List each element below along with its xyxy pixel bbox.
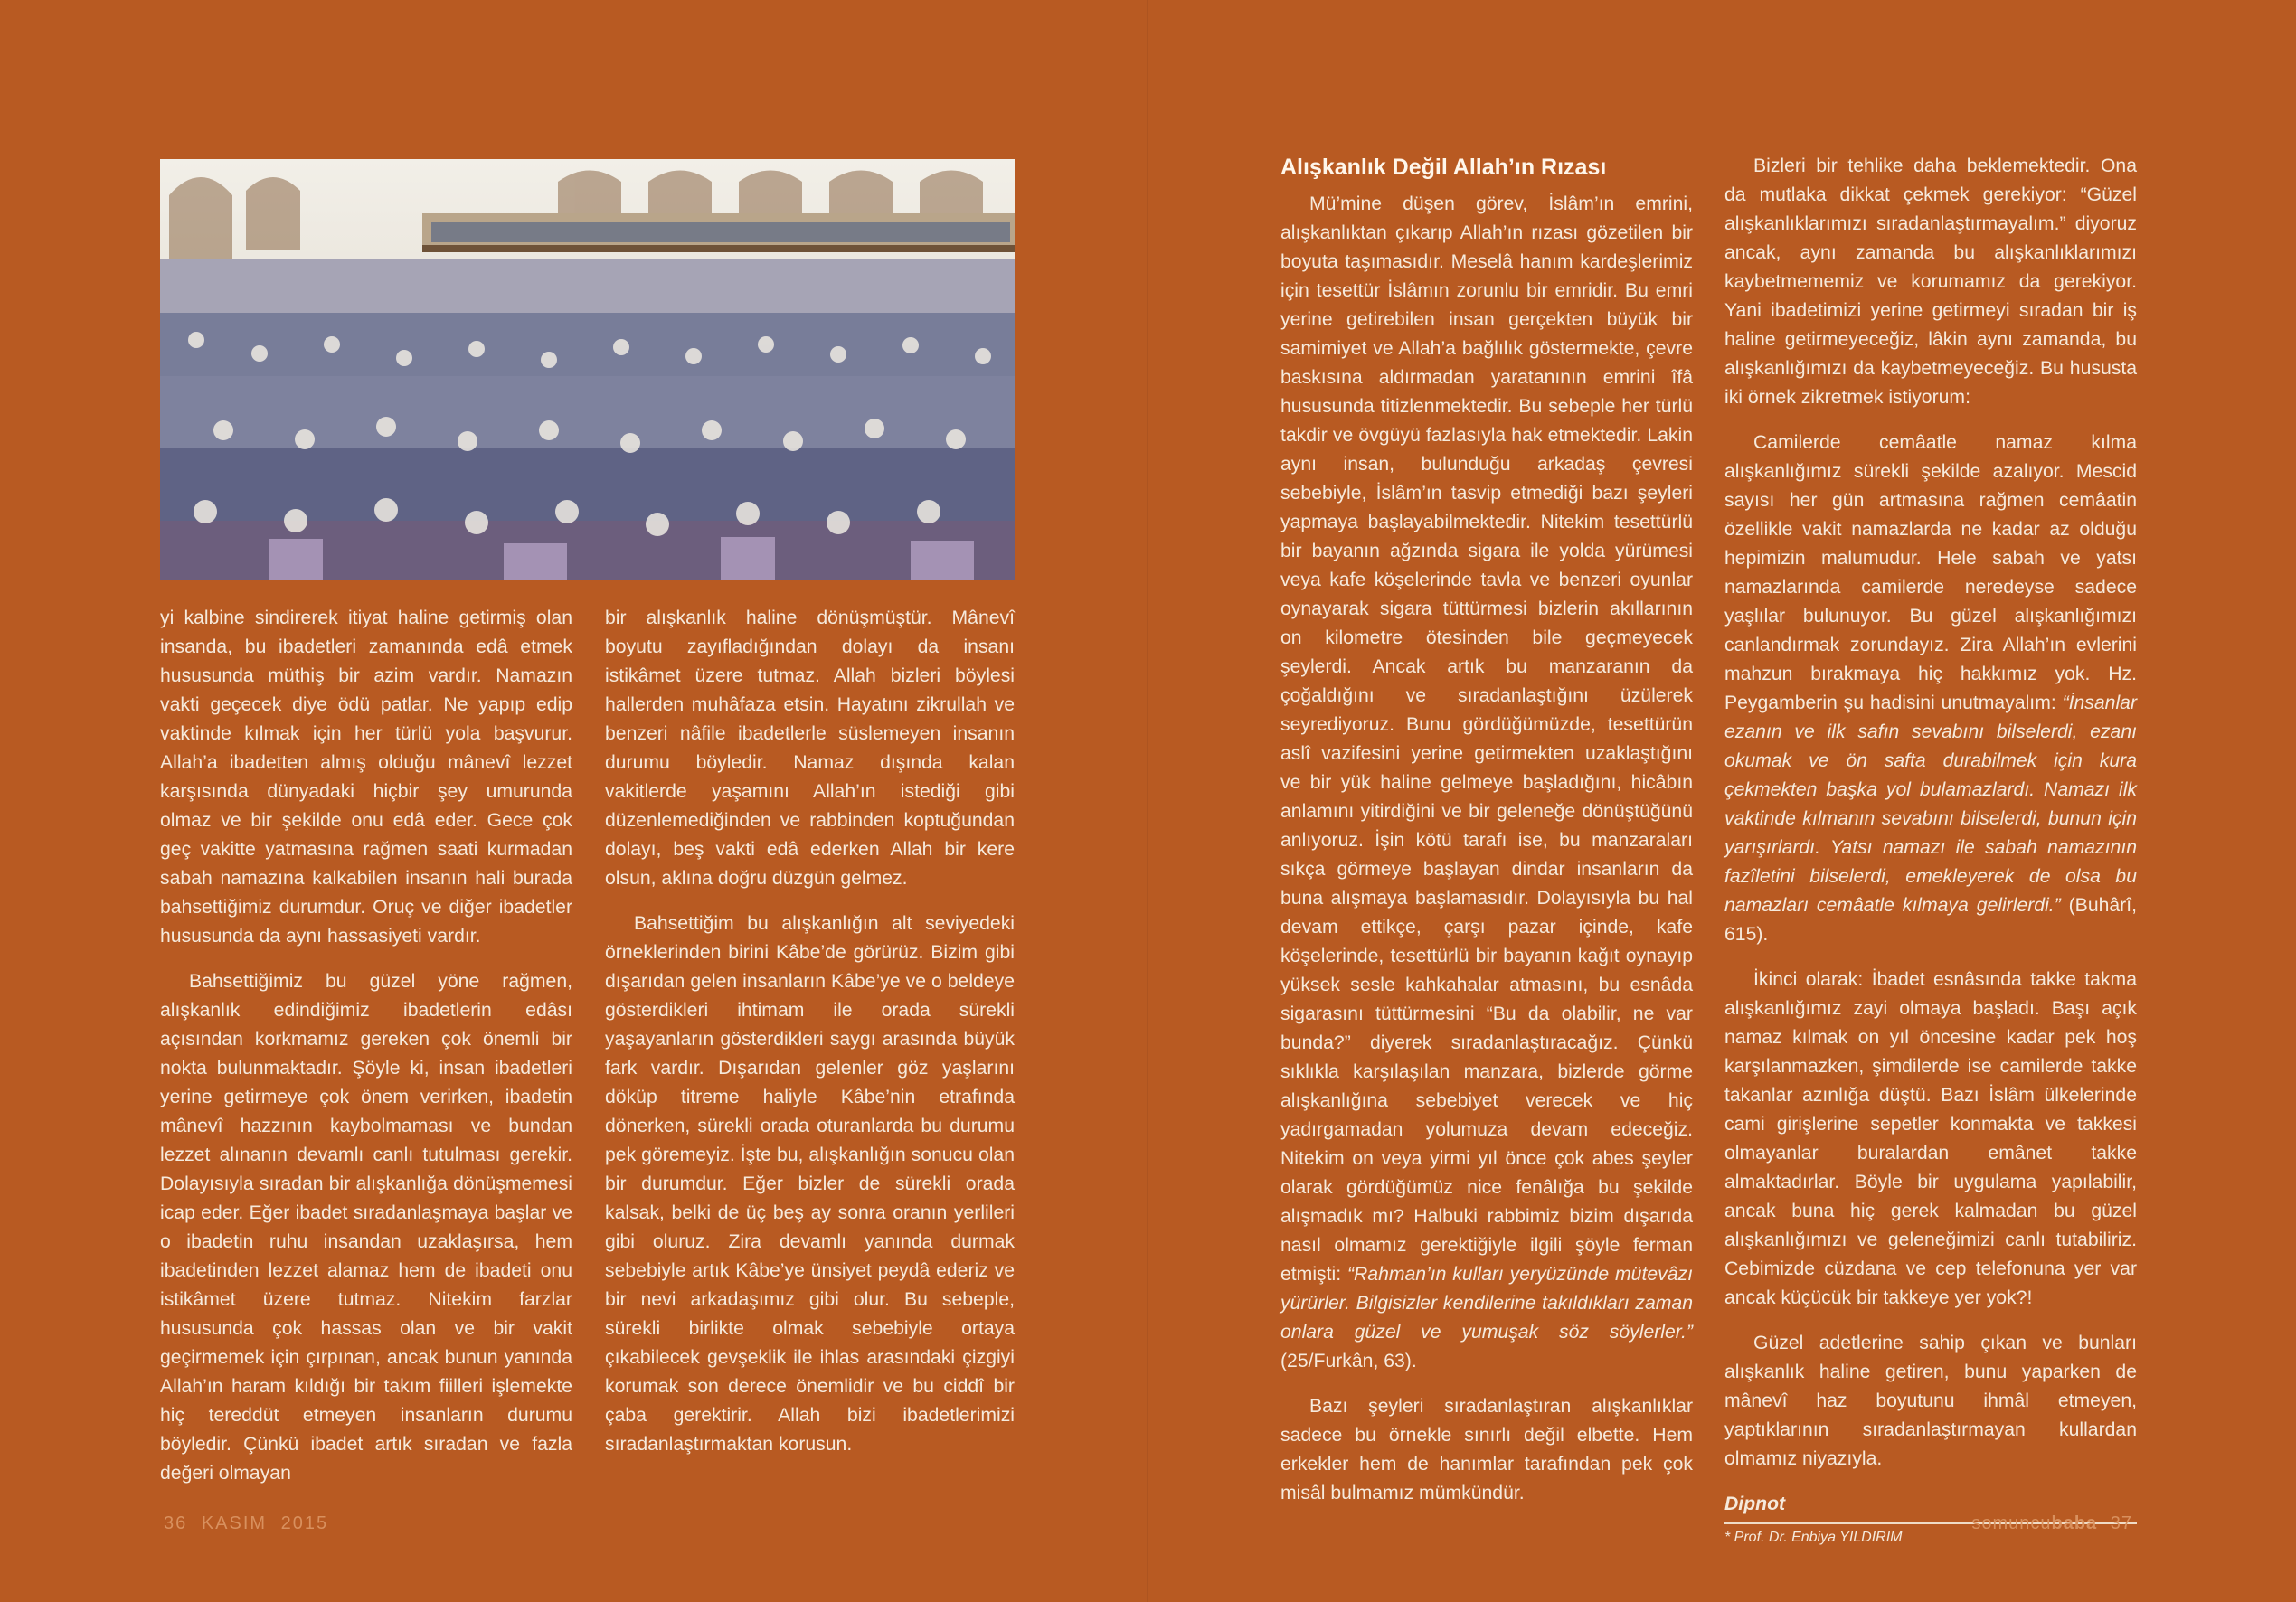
paragraph: Bahsettiğim bu alışkanlığın alt seviyedeki örneklerinden birini Kâbe’de görürüz. Bizim gibi dışarıdan gelen insanların Kâbe’ye ve o beldeye gösterdikleri ihtimam ile orada sürekli yaşayanların gösterdikleri saygı arasında büyük fark vardır. Dışarıdan gelenler göz yaşlarını döküp titreme haliyle Kâbe’nin etrafında dönerken, sürekli orada oturanlarda bu durumu pek göremeyiz. İşte bu, alışkanlığın sonucu olan bir durumdur. Eğer bizler de sürekli orada kalsak, belki de üç beş ay sonra oranın yerlileri gibi oluruz. Zira devamlı yanında durmak sebebiyle artık Kâbe’ye ünsiyet peydâ ederiz ve bir nevi arkadaşımız gibi olur. Bu sebeple, sürekli birlikte olmak sebebiyle ortaya çıkabilecek gevşeklik ile ihlas arasındaki çizgiyi korumak son derece önemlidir ve bu ciddî bir çaba gerektirir. Allah bizi ibadetlerimizi sıradanlaştırmaktan korusun. xyxy=(605,913,1015,1455)
left-column-1 xyxy=(160,604,572,1504)
brand-name xyxy=(1971,1513,2097,1533)
folio-left xyxy=(160,1513,332,1534)
section-heading: Alışkanlık Değil Allah’ın Rızası xyxy=(1280,155,1607,180)
issue-year: 2015 xyxy=(280,1513,329,1533)
right-column-2 xyxy=(1724,152,2137,1548)
paragraph: Güzel adetlerine sahip çıkan ve bunları alışkanlık haline getiren, bunu yaparken de mânevî haz boyutunu ihmâl etmeyen, yaptıklarının sıradanlaştırmayan kullardan olmamız niyazıyla. xyxy=(1724,1333,2137,1469)
footnote-title: Dipnot xyxy=(1724,1494,1786,1514)
footnote-text: * Prof. Dr. Enbiya YILDIRIM xyxy=(1724,1530,1903,1545)
quote: “İnsanlar ezanın ve ilk safın sevabını bilselerdi, ezanı okumak ve ön safta durabilmek için kura çekmekten başka yol bulamazlardı. Namazı ilk vaktinde kılmanın sevabını bilselerdi, bunun için yarışırlardı. Yatsı namazı ile sabah namazının fazîletini bilselerdi, emekleyerek de olsa bu namazları cemâatle kılmaya gelirlerdi.” xyxy=(1724,693,2137,916)
paragraph: Bazı şeyleri sıradanlaştıran alışkanlıklar sadece bu örnekle sınırlı değil elbette. Hem erkekler hem de hanımlar tarafından pek çok misâl bulmamız mümkündür. xyxy=(1280,1396,1693,1503)
paragraph-text: Camilerde cemâatle namaz kılma alışkanlığımız sürekli şekilde azalıyor. Mescid sayısı her gün artmasına rağmen cemâatin özellikle vakit namazlarda ne kadar az olduğu hepimizin malumudur. Hele sabah ve yatsı namazlarında camilerde neredeyse sadece yaşlılar bulunuyor. Bu güzel alışkanlığımızı canlandırmak zorundayız. Zira Allah’ın evlerini mahzun bırakmaya hiç hakkımız yok. Hz. Peygamberin şu hadisini unutmayalım: xyxy=(1724,432,2137,713)
brand-part-a: somuncu xyxy=(1971,1513,2052,1533)
brand-part-b: baba xyxy=(2051,1513,2098,1533)
paragraph: yi kalbine sindirerek itiyat haline getirmiş olan insanda, bu ibadetleri zamanında edâ etmek hususunda müthiş bir azim vardır. Namazın vakti geçecek diye ödü patlar. Ne yapıp edip vaktinde kılmak için her türlü yola başvurur. Allah’a ibadetten almış olduğu mânevî lezzet karşısında dünyadaki hiçbir şey umurunda olmaz ve bir şekilde onu edâ eder. Gece çok geç vakitte yatmasına rağmen saati kurmadan sabah namazına kalkabilen insanın hali burada bahsettiğimiz durumdur. Oruç ve diğer ibadetler hususunda da aynı hassasiyeti vardır. xyxy=(160,608,572,947)
mosque-congregation-photo xyxy=(160,159,1015,580)
page-number: 37 xyxy=(2110,1513,2132,1533)
paragraph: İkinci olarak: İbadet esnâsında takke takma alışkanlığımız zayi olmaya başladı. Başı açık namaz kılmak on yıl öncesine kadar pek hoş karşılanmazken, şimdilerde ise camilerde takke takanlar azınlığa düştü. Bazı İslâm ülkelerinde cami girişlerine sepetler konmakta ve takkesi olmayanlar buralardan emânet takke almaktadırlar. Böyle bir uygulama yapılabilir, ancak buna hiç gerek kalmadan bu güzel alışkanlığımızı ve geleneğimizi canlı tutabiliriz. Cebimizde cüzdana ve cep telefonuna yer var ancak küçücük bir takkeye yer yok?! xyxy=(1724,969,2137,1308)
paragraph xyxy=(1280,190,1693,1376)
citation: (25/Furkân, 63). xyxy=(1280,1351,1417,1371)
right-column-1 xyxy=(1280,152,1693,1524)
left-column-2 xyxy=(605,604,1015,1475)
issue-month: KASIM xyxy=(201,1513,268,1533)
photo-illustration-icon xyxy=(160,159,1015,580)
folio-right xyxy=(1968,1513,2136,1534)
paragraph: Bizleri bir tehlike daha beklemektedir. Ona da mutlaka dikkat çekmek gerekiyor: “Güzel alışkanlıklarımızı sıradanlaştırmayalım.” diyoruz ancak, aynı zamanda bu alışkanlıklarımızı kaybetmememiz ve korumamız da gerekiyor. Yani ibadetimizi yerine getirmeyi sıradan bir iş haline getirmeyeceğiz, lâkin aynı zamanda, bu alışkanlığımızı da kaybetmeyeceğiz. Bu hususta iki örnek zikretmek istiyorum: xyxy=(1724,155,2137,408)
paragraph: Bahsettiğimiz bu güzel yöne rağmen, alışkanlık edindiğimiz ibadetlerin edâsı açısından korkmamız gereken çok önemli bir nokta bulunmaktadır. Şöyle ki, insan ibadetleri yerine getirmeye çok önem verirken, ibadetin mânevî hazzının kaybolmaması ve bundan lezzet alınanın devamlı canlı tutulması gerekir. Dolayısıyla sıradan bir alışkanlığa dönüşmemesi icap eder. Eğer ibadet sıradanlaşmaya başlar ve o ibadetin ruhu insandan uzaklaşırsa, hem ibadetinden lezzet alamaz hem de ibadeti onu istikâmet üzere tutmaz. Nitekim farzlar hususunda çok hassas olan ve bir vakit geçirmemek için çırpınan, ancak bunun yanında Allah’ın haram kıldığı bir takım fiilleri işlemekte hiç tereddüt etmeyen insanların durumu böyledir. Çünkü ibadet artık sıradan ve fazla değeri olmayan xyxy=(160,971,572,1484)
page-number: 36 xyxy=(164,1513,188,1533)
citation: (Buhârî, 615). xyxy=(1724,895,2137,945)
paragraph xyxy=(1724,429,2137,949)
paragraph-text: Mü’mine düşen görev, İslâm’ın emrini, alışkanlıktan çıkarıp Allah’ın rızası gözetilen bir boyuta taşımasıdır. Meselâ hanım kardeşlerimiz için tesettür İslâmın zorunlu bir emridir. Bu emri yerine getirebilen insan gerçekten büyük bir samimiyet ve Allah’a bağlılık göstermekte, çevre baskısına aldırmadan yaratanının emrini îfâ hususunda titizlenmektedir. Bu sebeple her türlü takdir ve övgüyü fazlasıyla hak etmektedir. Lakin aynı insan, bulunduğu arkadaş çevresi sebebiyle, İslâm’ın tasvip etmediği bazı şeyleri yapmaya başlayabilmektedir. Nitekim tesettürlü bir bayanın ağzında sigara ile yolda yürümesi veya kafe köşelerinde tavla ve benzeri oyunlar oynayarak sigara tüttürmesi bizlerin akıllarının on kilometre ötesinden bile geçmeyecek şeylerdi. Ancak artık bu manzaranın da çoğaldığını ve sıradanlaştığını üzülerek seyrediyoruz. Bunu gördüğümüzde, tesettürün aslî vazifesini yerine getirmekten uzaklaştığını ve bir yük haline gelmeye başladığını, hicâbın anlamını yitirdiğini ve bir geleneğe dönüştüğünü anlıyoruz. İşin kötü tarafı ise, bu manzaraları sıkça görmeye başlayan dindar insanların da buna alışmaya başlamasıdır. Dolayısıyla bu hal devam ettikçe, çarşı pazar içinde, kafe köşelerinde, tesettürlü bir bayanın kağıt oynayıp yüksek sesle kahkahalar atmasını, bu esnâda sigarasını tüttürmesini “Bu da olabilir, ne var bunda?” diyerek sıradanlaştıracağız. Çünkü sıklıkla karşılaşılan manzara, bizlerde görme alışkanlığına sebebiyet verecek ve hiç yadırgamadan yolumuza devam edeceğiz. Nitekim on veya yirmi yıl önce çok abes şeyler olarak gördüğümüz nice fenâlığa bu şekilde alışmadık mı? Halbuki rabbimiz bizim dışarıda nasıl olmamız gerektiğiyle ilgili şöyle ferman etmişti: xyxy=(1280,193,1693,1285)
quote: “Rahman’ın kulları yeryüzünde mütevâzı yürürler. Bilgisizler kendilerine takıldıkları zaman onlara güzel ve yumuşak söz söylerler.” xyxy=(1280,1264,1693,1343)
paragraph: bir alışkanlık haline dönüşmüştür. Mânevî boyutu zayıfladığından dolayı da insanı istikâmet üzere tutmaz. Allah bizleri böylesi hallerden muhâfaza etsin. Hayatını zikrullah ve benzeri nâfile ibadetlerle süslemeyen insanın durumu böyledir. Namaz dışında kalan vakitlerde yaşamını Allah’ın istediği gibi düzenlemediğinden ve rabbinden koptuğundan dolayı, beş vakti edâ ederken Allah bir kere olsun, aklına doğru düzgün gelmez. xyxy=(605,608,1015,889)
